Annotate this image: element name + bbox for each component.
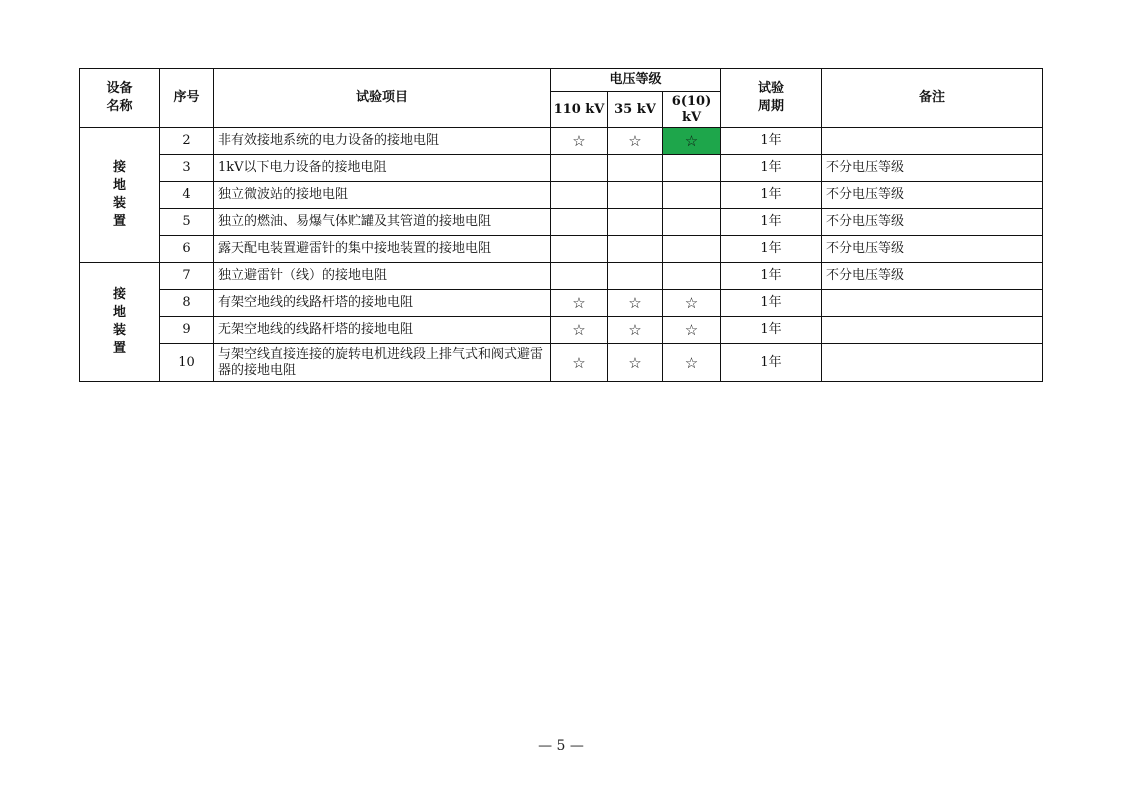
- v110-cell: [551, 209, 608, 236]
- seq-cell: 9: [160, 317, 214, 344]
- test-item-cell: 独立微波站的接地电阻: [214, 182, 551, 209]
- table-row: [80, 209, 1043, 236]
- cycle-cell: 1年: [721, 317, 822, 344]
- star-icon: ☆: [663, 317, 721, 344]
- v6-cell: [663, 155, 721, 182]
- seq-cell: 6: [160, 236, 214, 263]
- test-item-cell: 独立的燃油、易爆气体贮罐及其管道的接地电阻: [214, 209, 551, 236]
- seq-cell: 7: [160, 263, 214, 290]
- table-row: [80, 317, 1043, 344]
- seq-cell: 2: [160, 128, 214, 155]
- header-device-name: 设备名称: [80, 69, 160, 128]
- v35-cell: [608, 209, 663, 236]
- table-row: [80, 344, 1043, 382]
- table-row: [80, 263, 1043, 290]
- cycle-cell: 1年: [721, 155, 822, 182]
- v35-cell: [608, 263, 663, 290]
- v6-cell: [663, 263, 721, 290]
- header-voltage-group: 电压等级: [551, 69, 721, 92]
- star-icon: ☆: [663, 344, 721, 382]
- v6-cell: [663, 236, 721, 263]
- table-row: [80, 182, 1043, 209]
- cycle-cell: 1年: [721, 128, 822, 155]
- star-icon: ☆: [551, 290, 608, 317]
- table-row: [80, 236, 1043, 263]
- seq-cell: 8: [160, 290, 214, 317]
- header-test-item: 试验项目: [214, 69, 551, 128]
- test-item-cell: 露天配电装置避雷针的集中接地装置的接地电阻: [214, 236, 551, 263]
- seq-cell: 5: [160, 209, 214, 236]
- test-item-cell: 有架空地线的线路杆塔的接地电阻: [214, 290, 551, 317]
- star-icon: ☆: [608, 128, 663, 155]
- star-icon: ☆: [551, 344, 608, 382]
- remark-cell: 不分电压等级: [822, 155, 1043, 182]
- cycle-cell: 1年: [721, 344, 822, 382]
- remark-cell: [822, 344, 1043, 382]
- v110-cell: [551, 263, 608, 290]
- cycle-cell: 1年: [721, 263, 822, 290]
- v35-cell: [608, 236, 663, 263]
- test-item-cell: 1kV以下电力设备的接地电阻: [214, 155, 551, 182]
- table-row: [80, 290, 1043, 317]
- table-row: [80, 155, 1043, 182]
- seq-cell: 3: [160, 155, 214, 182]
- star-icon: ☆: [608, 344, 663, 382]
- header-v6: 6(10) kV: [663, 92, 721, 128]
- star-icon: ☆: [663, 290, 721, 317]
- v35-cell: [608, 155, 663, 182]
- cycle-cell: 1年: [721, 182, 822, 209]
- test-item-cell: 非有效接地系统的电力设备的接地电阻: [214, 128, 551, 155]
- cycle-cell: 1年: [721, 236, 822, 263]
- star-icon: ☆: [551, 317, 608, 344]
- header-v110: 110 kV: [551, 92, 608, 128]
- v35-cell: [608, 182, 663, 209]
- remark-cell: [822, 128, 1043, 155]
- group-label: 接地装置: [80, 263, 160, 382]
- header-remark: 备注: [822, 69, 1043, 128]
- test-items-table: [79, 68, 1043, 382]
- header-cycle: 试验周期: [721, 69, 822, 128]
- v110-cell: [551, 182, 608, 209]
- star-icon: ☆: [608, 290, 663, 317]
- header-v35: 35 kV: [608, 92, 663, 128]
- cycle-cell: 1年: [721, 290, 822, 317]
- star-icon: ☆: [608, 317, 663, 344]
- page-number: — 5 —: [538, 738, 584, 754]
- table-row: [80, 128, 1043, 155]
- remark-cell: 不分电压等级: [822, 182, 1043, 209]
- remark-cell: 不分电压等级: [822, 209, 1043, 236]
- star-icon-highlighted: ☆: [663, 128, 721, 155]
- remark-cell: [822, 317, 1043, 344]
- v6-cell: [663, 182, 721, 209]
- remark-cell: [822, 290, 1043, 317]
- v6-cell: [663, 209, 721, 236]
- seq-cell: 4: [160, 182, 214, 209]
- test-item-cell: 与架空线直接连接的旋转电机进线段上排气式和阀式避雷器的接地电阻: [214, 344, 551, 382]
- seq-cell: 10: [160, 344, 214, 382]
- v110-cell: [551, 155, 608, 182]
- remark-cell: 不分电压等级: [822, 236, 1043, 263]
- group-label: 接地装置: [80, 128, 160, 263]
- test-item-cell: 独立避雷针（线）的接地电阻: [214, 263, 551, 290]
- test-item-cell: 无架空地线的线路杆塔的接地电阻: [214, 317, 551, 344]
- star-icon: ☆: [551, 128, 608, 155]
- remark-cell: 不分电压等级: [822, 263, 1043, 290]
- cycle-cell: 1年: [721, 209, 822, 236]
- header-seq: 序号: [160, 69, 214, 128]
- v110-cell: [551, 236, 608, 263]
